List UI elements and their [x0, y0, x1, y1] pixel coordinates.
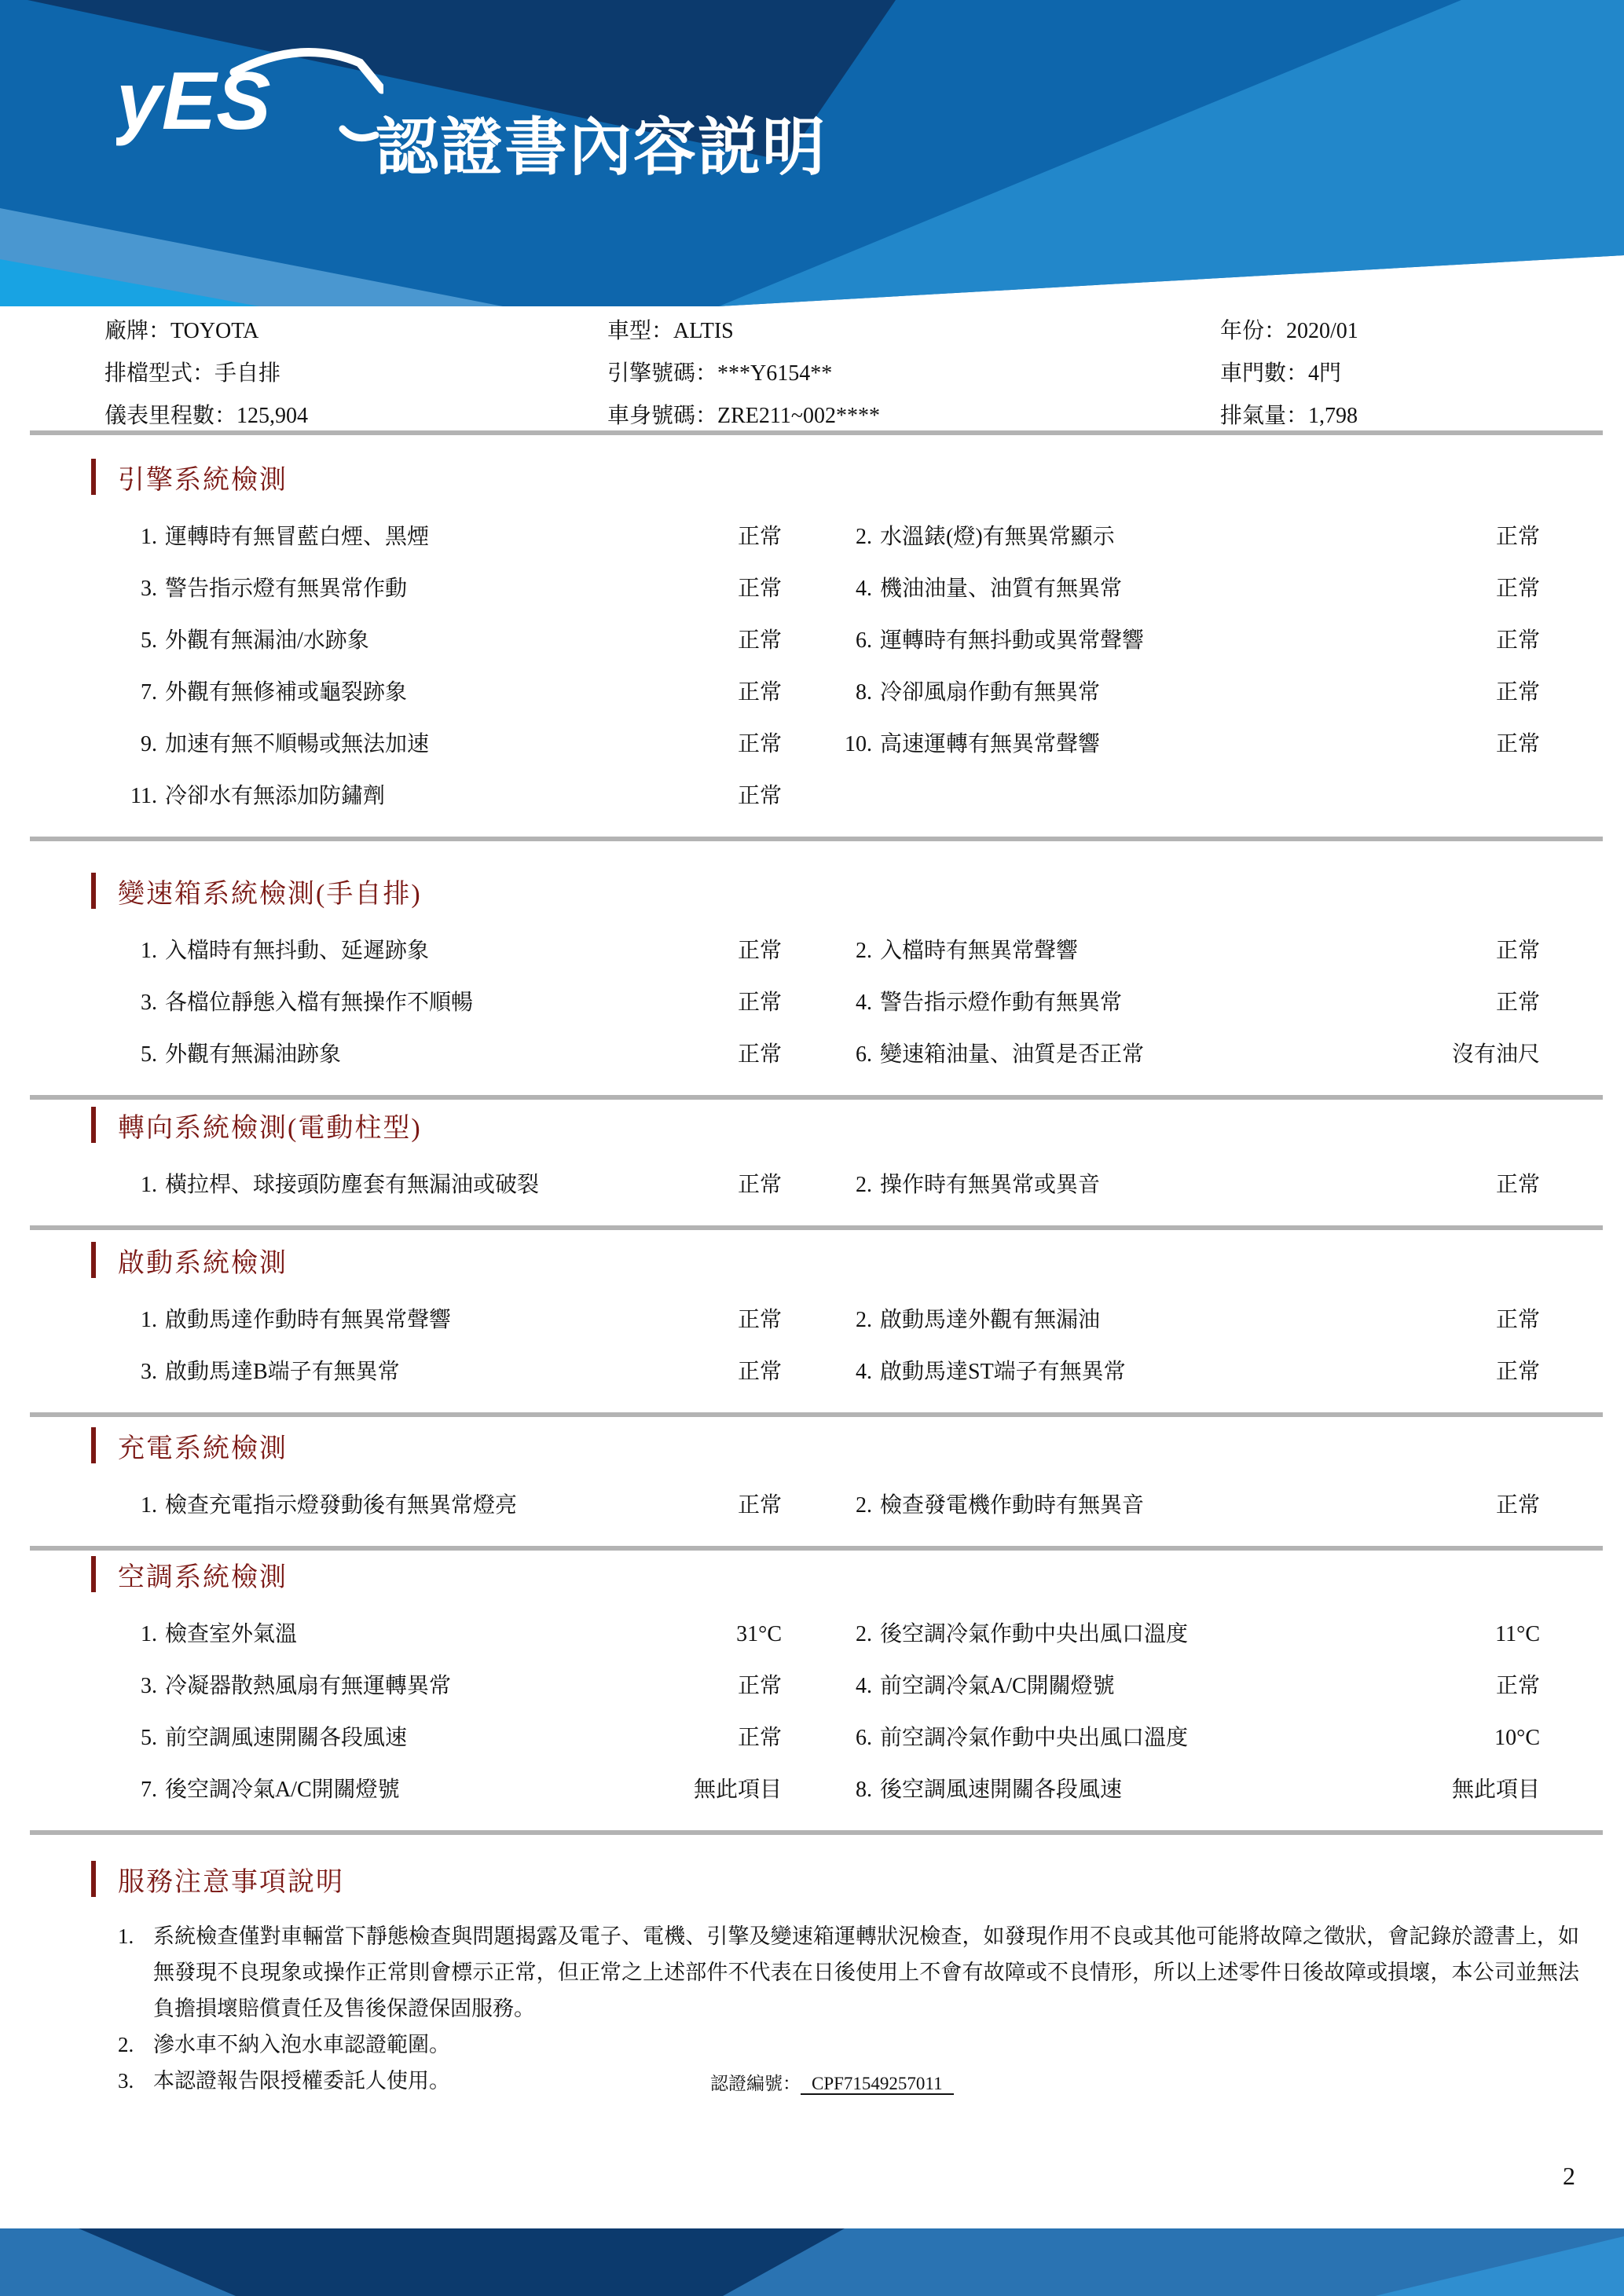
item-value: 正常 — [737, 1726, 782, 1750]
item-value: 正常 — [737, 1042, 782, 1067]
inspection-item — [833, 1037, 1540, 1068]
section-rows — [0, 519, 1624, 830]
section-rows — [0, 1302, 1624, 1406]
info-field: 排檔型式：手自排 — [104, 361, 281, 386]
inspection-item — [833, 1617, 1540, 1648]
inspection-item — [118, 933, 782, 965]
red-bar-icon — [91, 873, 96, 909]
item-label: 啟動馬達作動時有無異常聲響 — [165, 1308, 452, 1332]
note-item — [0, 2027, 1624, 2063]
inspection-row — [0, 571, 1624, 623]
item-value: 正常 — [737, 577, 782, 601]
section-引擎系統檢測 — [0, 458, 1624, 830]
notes-title: 服務注意事項說明 — [118, 1867, 344, 1897]
item-label: 警告指示燈作動有無異常 — [880, 991, 1123, 1015]
inspection-row — [0, 1772, 1624, 1824]
section-title: 變速箱系統檢測(手自排) — [118, 879, 422, 909]
item-value: 正常 — [1495, 732, 1540, 756]
section-title-row — [0, 1555, 1624, 1593]
section-rows — [0, 1617, 1624, 1824]
inspection-row — [0, 1167, 1624, 1219]
item-number: 2. — [856, 1173, 872, 1197]
footer-banner — [0, 2228, 1624, 2296]
item-number: 3. — [141, 1360, 157, 1384]
info-field: 車型：ALTIS — [607, 319, 734, 343]
section-title-row — [0, 1241, 1624, 1279]
item-label: 啟動馬達B端子有無異常 — [165, 1360, 400, 1384]
note-item — [0, 2063, 1624, 2099]
inspection-row — [0, 727, 1624, 778]
item-number: 11. — [130, 784, 157, 808]
item-label: 操作時有無異常或異音 — [880, 1173, 1101, 1197]
item-label: 水溫錶(燈)有無異常顯示 — [880, 525, 1115, 549]
inspection-item — [833, 1302, 1540, 1334]
item-number: 1. — [141, 1622, 157, 1646]
item-label: 檢查充電指示燈發動後有無異常燈亮 — [165, 1493, 518, 1518]
page-title: 認證書內容説明 — [376, 112, 827, 182]
section-title: 充電系統檢測 — [118, 1434, 288, 1463]
item-value: 正常 — [737, 1308, 782, 1332]
item-label: 啟動馬達外觀有無漏油 — [880, 1308, 1101, 1332]
item-number: 1. — [141, 1173, 157, 1197]
red-bar-icon — [91, 1242, 96, 1278]
vehicle-info — [104, 316, 1577, 432]
item-number: 1. — [141, 525, 157, 549]
item-label: 啟動馬達ST端子有無異常 — [880, 1360, 1126, 1384]
inspection-row — [0, 519, 1624, 571]
item-value: 正常 — [1495, 1674, 1540, 1698]
notes-title-row — [0, 1860, 1624, 1898]
red-bar-icon — [91, 459, 96, 495]
inspection-item — [833, 623, 1540, 654]
item-value: 正常 — [737, 1360, 782, 1384]
item-number: 5. — [141, 628, 157, 653]
inspection-item — [833, 1720, 1540, 1752]
item-number: 3. — [141, 577, 157, 601]
section-title-row — [0, 458, 1624, 496]
item-label: 入檔時有無抖動、延遲跡象 — [165, 939, 430, 963]
item-label: 外觀有無修補或龜裂跡象 — [165, 680, 408, 705]
section-divider — [30, 1225, 1603, 1230]
item-label: 後空調冷氣A/C開關燈號 — [165, 1778, 400, 1802]
item-value: 31°C — [736, 1622, 782, 1646]
inspection-item — [118, 1354, 782, 1386]
note-number: 2. — [118, 2033, 134, 2056]
item-value: 正常 — [1495, 991, 1540, 1015]
section-divider — [30, 430, 1603, 435]
item-number: 8. — [856, 1778, 872, 1802]
service-notes-section — [0, 1860, 1624, 2099]
note-items — [0, 1918, 1624, 2099]
section-轉向系統檢測(電動柱型) — [0, 1106, 1624, 1219]
inspection-item — [118, 1302, 782, 1334]
item-number: 6. — [856, 628, 872, 653]
inspection-item — [833, 1354, 1540, 1386]
inspection-item — [833, 1668, 1540, 1700]
inspection-row — [0, 623, 1624, 675]
inspection-item — [833, 1167, 1540, 1199]
item-value: 10°C — [1494, 1726, 1540, 1750]
item-number: 3. — [141, 991, 157, 1015]
item-label: 變速箱油量、油質是否正常 — [880, 1042, 1145, 1067]
item-number: 2. — [856, 939, 872, 963]
section-rows — [0, 933, 1624, 1089]
yes-car-logo-icon — [116, 41, 383, 155]
info-field: 儀表里程數：125,904 — [104, 404, 309, 428]
item-value: 11°C — [1495, 1622, 1540, 1646]
item-value: 正常 — [1495, 1360, 1540, 1384]
item-label: 高速運轉有無異常聲響 — [880, 732, 1101, 756]
item-number: 4. — [856, 991, 872, 1015]
item-label: 後空調風速開關各段風速 — [880, 1778, 1123, 1802]
section-divider — [30, 1095, 1603, 1100]
item-value: 正常 — [737, 732, 782, 756]
item-value: 正常 — [737, 525, 782, 549]
inspection-item — [118, 675, 782, 706]
item-value: 正常 — [737, 939, 782, 963]
item-value: 正常 — [737, 784, 782, 808]
item-number: 5. — [141, 1042, 157, 1067]
section-rows — [0, 1488, 1624, 1540]
section-title-row — [0, 872, 1624, 910]
item-value: 正常 — [737, 1493, 782, 1518]
item-value: 正常 — [737, 1674, 782, 1698]
section-title: 引擎系統檢測 — [118, 465, 288, 495]
item-label: 前空調風速開關各段風速 — [165, 1726, 408, 1750]
section-title: 轉向系統檢測(電動柱型) — [118, 1113, 422, 1143]
item-label: 冷凝器散熱風扇有無運轉異常 — [165, 1674, 452, 1698]
note-number: 1. — [118, 1924, 134, 1948]
item-number: 2. — [856, 1493, 872, 1518]
certificate-number-label: 認證編號： — [710, 2074, 801, 2093]
inspection-row — [0, 1668, 1624, 1720]
item-label: 外觀有無漏油跡象 — [165, 1042, 342, 1067]
inspection-item — [833, 1772, 1540, 1803]
inspection-item — [118, 1037, 782, 1068]
inspection-item — [833, 985, 1540, 1016]
inspection-row — [0, 1720, 1624, 1772]
red-bar-icon — [91, 1861, 96, 1897]
item-number: 1. — [141, 1308, 157, 1332]
item-label: 機油油量、油質有無異常 — [880, 577, 1123, 601]
item-value: 正常 — [1495, 1308, 1540, 1332]
inspection-row — [0, 1354, 1624, 1406]
item-number: 2. — [856, 1622, 872, 1646]
section-title-row — [0, 1106, 1624, 1144]
inspection-item — [118, 623, 782, 654]
note-item — [0, 1918, 1624, 2027]
item-number: 4. — [856, 1360, 872, 1384]
inspection-row — [0, 985, 1624, 1037]
red-bar-icon — [91, 1556, 96, 1592]
section-變速箱系統檢測(手自排) — [0, 872, 1624, 1089]
red-bar-icon — [91, 1427, 96, 1463]
item-label: 各檔位靜態入檔有無操作不順暢 — [165, 991, 474, 1015]
inspection-item — [833, 675, 1540, 706]
item-value: 正常 — [1495, 628, 1540, 653]
item-label: 運轉時有無抖動或異常聲響 — [880, 628, 1145, 653]
item-label: 後空調冷氣作動中央出風口溫度 — [880, 1622, 1189, 1646]
inspection-item — [118, 1617, 782, 1648]
section-title: 空調系統檢測 — [118, 1562, 288, 1592]
item-number: 2. — [856, 525, 872, 549]
section-title-row — [0, 1426, 1624, 1464]
inspection-item — [118, 778, 782, 810]
info-field: 年份：2020/01 — [1220, 319, 1358, 343]
item-number: 9. — [141, 732, 157, 756]
item-number: 1. — [141, 1493, 157, 1518]
inspection-item — [118, 519, 782, 551]
item-label: 檢查室外氣溫 — [165, 1622, 298, 1646]
item-value: 正常 — [737, 680, 782, 705]
header-banner — [0, 0, 1624, 306]
section-title: 啟動系統檢測 — [118, 1248, 288, 1278]
note-number: 3. — [118, 2069, 134, 2093]
item-value: 正常 — [1495, 1173, 1540, 1197]
item-label: 加速有無不順暢或無法加速 — [165, 732, 430, 756]
inspection-item — [118, 1488, 782, 1519]
yes-logo — [116, 41, 383, 155]
section-divider — [30, 1830, 1603, 1835]
inspection-row — [0, 1488, 1624, 1540]
inspection-row — [0, 675, 1624, 727]
inspection-item — [118, 571, 782, 602]
inspection-item — [118, 1772, 782, 1803]
section-啟動系統檢測 — [0, 1241, 1624, 1406]
item-number: 7. — [141, 1778, 157, 1802]
certificate-number-value: CPF71549257011 — [801, 2074, 954, 2095]
item-value: 無此項目 — [693, 1778, 782, 1802]
inspection-item — [833, 519, 1540, 551]
inspection-item — [833, 933, 1540, 965]
info-field: 排氣量：1,798 — [1220, 404, 1358, 428]
inspection-item — [118, 1720, 782, 1752]
section-rows — [0, 1167, 1624, 1219]
inspection-item — [118, 727, 782, 758]
item-value: 無此項目 — [1451, 1778, 1540, 1802]
item-value: 正常 — [1495, 680, 1540, 705]
item-value: 沒有油尺 — [1451, 1042, 1540, 1067]
item-value: 正常 — [1495, 577, 1540, 601]
item-number: 1. — [141, 939, 157, 963]
item-number: 5. — [141, 1726, 157, 1750]
item-number: 7. — [141, 680, 157, 705]
item-value: 正常 — [1495, 939, 1540, 963]
item-label: 檢查發電機作動時有無異音 — [880, 1493, 1145, 1518]
section-divider — [30, 1412, 1603, 1417]
inspection-row — [0, 1037, 1624, 1089]
inspection-item — [833, 1488, 1540, 1519]
item-label: 前空調冷氣A/C開關燈號 — [880, 1674, 1115, 1698]
inspection-item — [118, 1668, 782, 1700]
svg-text:yES: yES — [116, 56, 271, 147]
item-number: 10. — [845, 732, 872, 756]
item-value: 正常 — [737, 1173, 782, 1197]
item-number: 4. — [856, 577, 872, 601]
item-number: 3. — [141, 1674, 157, 1698]
note-text: 本認證報告限授權委託人使用。 — [153, 2069, 450, 2093]
note-text: 系統檢查僅對車輛當下靜態檢查與問題揭露及電子、電機、引擎及變速箱運轉狀況檢查，如發現作用不良或其他可能將故障之徵狀，會記錄於證書上，如無發現不良現象或操作正常則會標示正常，但正常之上述部件不代表在日後使用上不會有故障或不良情形，所以上述零件日後故障或損壞，本公司並無法負擔損壞賠償責任及售後保證保固服務。 — [153, 1924, 1579, 2020]
inspection-row — [0, 933, 1624, 985]
info-field: 廠牌：TOYOTA — [104, 319, 259, 343]
item-label: 警告指示燈有無異常作動 — [165, 577, 408, 601]
red-bar-icon — [91, 1107, 96, 1143]
item-label: 運轉時有無冒藍白煙、黑煙 — [165, 525, 430, 549]
inspection-row — [0, 1617, 1624, 1668]
page-number: 2 — [1563, 2162, 1575, 2190]
item-label: 前空調冷氣作動中央出風口溫度 — [880, 1726, 1189, 1750]
info-field: 車身號碼：ZRE211~002**** — [607, 404, 880, 428]
item-label: 冷卻水有無添加防鏽劑 — [165, 784, 386, 808]
section-充電系統檢測 — [0, 1426, 1624, 1540]
section-divider — [30, 1546, 1603, 1551]
inspection-row — [0, 1302, 1624, 1354]
item-number: 6. — [856, 1726, 872, 1750]
item-number: 4. — [856, 1674, 872, 1698]
inspection-row — [0, 778, 1624, 830]
info-field: 引擎號碼：***Y6154** — [607, 361, 833, 386]
item-number: 2. — [856, 1308, 872, 1332]
section-空調系統檢測 — [0, 1555, 1624, 1824]
item-label: 橫拉桿、球接頭防塵套有無漏油或破裂 — [165, 1173, 540, 1197]
section-divider — [30, 837, 1603, 841]
item-label: 入檔時有無異常聲響 — [880, 939, 1079, 963]
certificate-number-row — [710, 2066, 954, 2102]
item-label: 外觀有無漏油/水跡象 — [165, 628, 369, 653]
info-field: 車門數：4門 — [1220, 361, 1342, 386]
inspection-item — [833, 727, 1540, 758]
item-number: 6. — [856, 1042, 872, 1067]
item-value: 正常 — [737, 991, 782, 1015]
item-label: 冷卻風扇作動有無異常 — [880, 680, 1101, 705]
note-text: 滲水車不納入泡水車認證範圍。 — [153, 2033, 450, 2056]
item-value: 正常 — [1495, 1493, 1540, 1518]
item-value: 正常 — [737, 628, 782, 653]
item-number: 8. — [856, 680, 872, 705]
inspection-item — [118, 1167, 782, 1199]
inspection-item — [833, 571, 1540, 602]
inspection-item — [118, 985, 782, 1016]
item-value: 正常 — [1495, 525, 1540, 549]
